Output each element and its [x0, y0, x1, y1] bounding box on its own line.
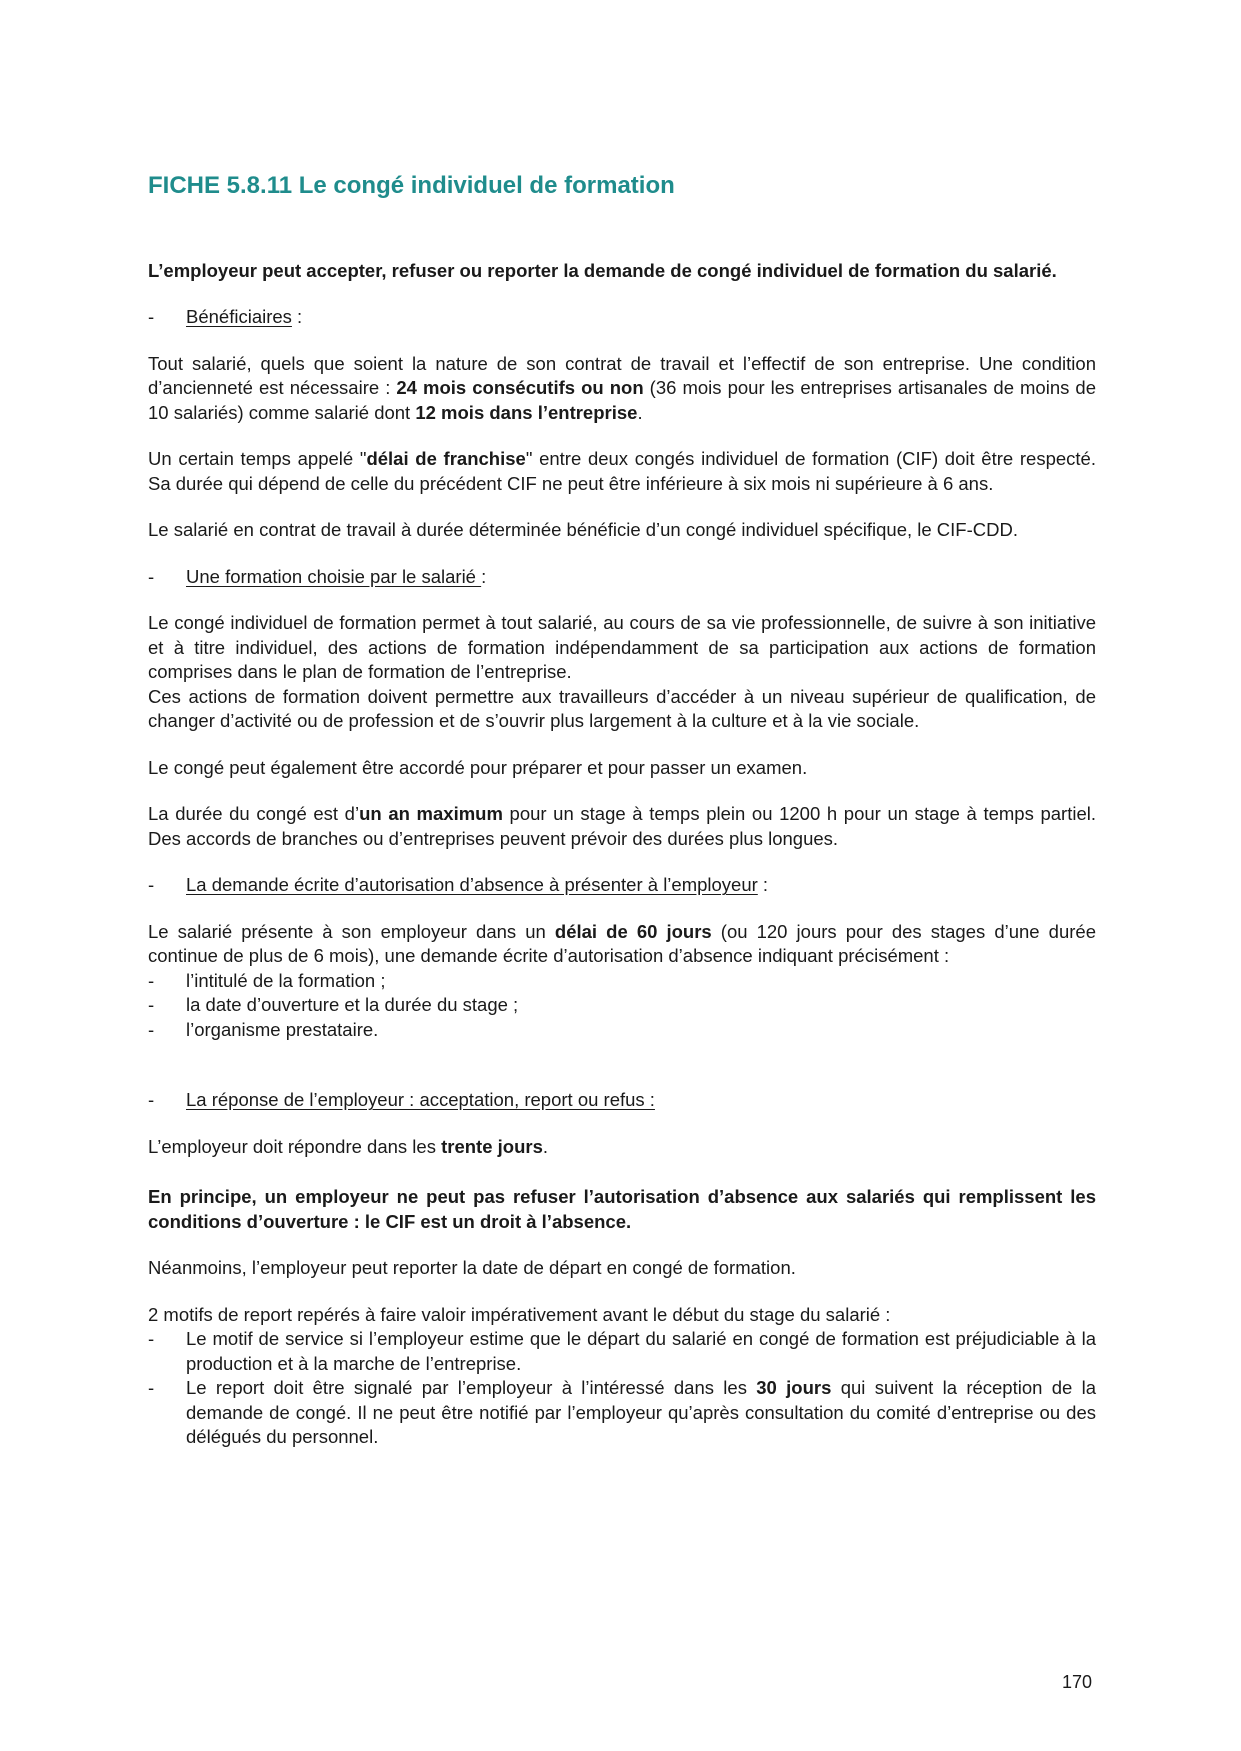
- reponse-paragraph-3: Néanmoins, l’employeur peut reporter la date de départ en congé de formation.: [148, 1257, 796, 1279]
- formation-paragraph-3: Le congé peut également être accordé pour préparer et pour passer un examen.: [148, 756, 808, 778]
- beneficiaires-paragraph-2: [148, 447, 1096, 496]
- demande-heading: La demande écrite d’autorisation d’absence à présenter à l’employeur: [186, 874, 758, 896]
- text-run: .: [542, 1135, 549, 1157]
- demande-paragraph-1: [148, 920, 1096, 969]
- formation-paragraph-4: [148, 802, 1096, 851]
- beneficiaires-paragraph-1: [148, 352, 1096, 426]
- text-run: Un certain temps appelé ": [148, 448, 367, 470]
- reponse-paragraph-1: [148, 1135, 1096, 1160]
- beneficiaires-heading: Bénéficiaires: [186, 306, 292, 328]
- document-page: [148, 172, 1096, 1450]
- motif-item-1: - Le motif de service si l’employeur estime que le départ du salarié en congé de formation est préjudiciable à la production et à la marche de l’entreprise.: [148, 1327, 1096, 1376]
- bold-run: 12 mois dans l’entreprise: [415, 401, 638, 423]
- text-run: La durée du congé est d’: [148, 803, 360, 825]
- text-run: Tout salarié, quels que soient la nature de son contrat de travail et l’effectif de son entreprise. Une condition d’ancienneté est nécessaire :: [148, 352, 1096, 399]
- text-run: " entre deux congés individuel de formation (CIF) doit être respecté. Sa durée qui dépend de celle du précédent CIF ne peut être inférieure à six mois ni supérieure à 6 ans.: [148, 448, 1096, 494]
- beneficiaires-paragraph-3: Le salarié en contrat de travail à durée déterminée bénéficie d’un congé individuel spécifique, le CIF-CDD.: [148, 519, 1018, 541]
- reponse-paragraph-2: [148, 1185, 1096, 1234]
- fiche-title: FICHE 5.8.11 Le congé individuel de formation: [148, 172, 675, 199]
- reponse-paragraph-4: 2 motifs de report repérés à faire valoir impérativement avant le début du stage du salarié :: [148, 1303, 891, 1325]
- demande-heading-suffix: :: [757, 874, 769, 896]
- reponse-heading: La réponse de l’employeur : acceptation, report ou refus :: [186, 1089, 655, 1111]
- formation-paragraph-1: Le congé individuel de formation permet à tout salarié, au cours de sa vie professionnelle, de suivre à son initiative et à titre individuel, des actions de formation indépendamment de sa participation aux actions de formation comprises dans le plan de formation de l’entreprise.: [148, 612, 1096, 683]
- bold-run: délai de 60 jours: [554, 920, 712, 942]
- text-run: L’employeur doit répondre dans les: [148, 1135, 442, 1157]
- formation-heading-suffix: :: [481, 565, 487, 587]
- text-run: (36 mois pour les entreprises artisanales de moins de 10 salariés) comme salarié dont: [148, 377, 1096, 423]
- section-heading-reponse: [148, 1088, 1096, 1113]
- intro-text: L’employeur peut accepter, refuser ou reporter la demande de congé individuel de formation du salarié.: [148, 259, 1057, 281]
- section-heading-beneficiaires: [148, 305, 1096, 330]
- section-heading-formation: [148, 565, 1096, 590]
- text-run: qui suivent la réception de la demande de congé. Il ne peut être notifié par l’employeur qu’après consultation du comité d’entreprise ou des délégués du personnel.: [186, 1377, 1097, 1448]
- intro-paragraph: [148, 259, 1096, 284]
- page-number: 170: [1062, 1672, 1093, 1692]
- section-heading-demande: [148, 873, 1096, 898]
- list-item: - la date d’ouverture et la durée du stage ;: [148, 993, 1096, 1018]
- text-run: Le salarié présente à son employeur dans un: [148, 920, 555, 942]
- list-item: - l’intitulé de la formation ;: [148, 969, 1096, 994]
- bold-run: 30 jours: [756, 1377, 832, 1399]
- text-run: .: [637, 401, 643, 423]
- bold-run: trente jours: [441, 1135, 543, 1157]
- bold-run: 24 mois consécutifs ou non: [396, 377, 644, 399]
- bold-run: un an maximum: [359, 803, 503, 825]
- bold-run: En principe, un employeur ne peut pas refuser l’autorisation d’absence aux salariés qui remplissent les conditions d’ouverture : le CIF est un droit à l’absence.: [148, 1186, 1096, 1232]
- text-run: pour un stage à temps plein ou 1200 h pour un stage à temps partiel. Des accords de branches ou d’entreprises peuvent prévoir des durées plus longues.: [148, 803, 1096, 849]
- beneficiaires-heading-suffix: :: [291, 306, 303, 328]
- bold-run: délai de franchise: [366, 448, 526, 470]
- text-run: Le report doit être signalé par l’employeur à l’intéressé dans les: [186, 1377, 757, 1399]
- text-run: (ou 120 jours pour des stages d’une durée continue de plus de 6 mois), une demande écrite d’autorisation d’absence indiquant précisément :: [148, 920, 1096, 967]
- list-item: - l’organisme prestataire.: [148, 1018, 1096, 1043]
- motif-item-2: [148, 1376, 1096, 1450]
- formation-heading: Une formation choisie par le salarié: [186, 565, 482, 587]
- formation-paragraph-2: Ces actions de formation doivent permettre aux travailleurs d’accéder à un niveau supérieur de qualification, de changer d’activité ou de profession et de s’ouvrir plus largement à la culture et à la vie sociale.: [148, 685, 1096, 732]
